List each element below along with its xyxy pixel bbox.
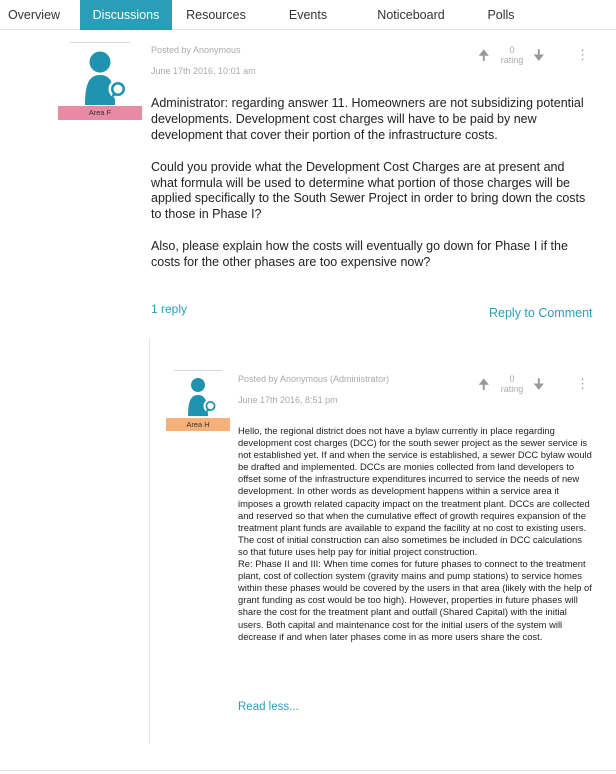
- upvote-arrow-up-icon[interactable]: 🠉: [478, 47, 490, 63]
- post-date: June 17th 2016, 8:51 pm: [238, 395, 338, 405]
- paragraph: Administrator: regarding answer 11. Homeowners are not subsidizing potential developments. Development cost charges will have to be paid by new development that cover their portion of the infrastructure costs.: [151, 96, 584, 142]
- paragraph: Also, please explain how the costs will eventually go down for Phase I if the costs for the other phases are too expensive now?: [151, 239, 568, 270]
- tab-overview[interactable]: Overview: [7, 8, 61, 22]
- rating-label: rating: [500, 55, 524, 65]
- reply-body: [238, 425, 592, 643]
- tab-bar: [0, 0, 616, 30]
- divider: [0, 770, 616, 771]
- read-less-link[interactable]: Read less...: [238, 701, 299, 713]
- rating-widget: [494, 45, 530, 65]
- rating-value: 0: [509, 45, 515, 55]
- avatar: [58, 42, 142, 106]
- kebab-menu-icon[interactable]: ⋮: [576, 376, 589, 391]
- tab-resources[interactable]: Resources: [186, 8, 246, 22]
- rating-label: rating: [500, 384, 524, 394]
- rating-value: 0: [509, 374, 515, 384]
- rating-widget: [494, 374, 530, 394]
- reply-author: [166, 370, 230, 432]
- area-badge: Area F: [58, 106, 142, 120]
- post-date: June 17th 2016, 10:01 am: [151, 66, 256, 76]
- upvote-arrow-up-icon[interactable]: 🠉: [478, 376, 490, 392]
- comment-body: [151, 96, 591, 287]
- paragraph: Re: Phase II and III: When time comes for future phases to connect to the treatment plant, cost of collection system (gravity mains and pump stations) to service homes within these phases would be covered by the users in that area (likely with the help of grant funding as cost would be too high). However, properties in future phases will share the cost for the treatment plant and outfall (Shared Capital) with the initial users. Both capital and maintenance cost for the initial users of the system will decrease if and when later phases come in as more users share the cost.: [238, 558, 592, 642]
- downvote-arrow-down-icon[interactable]: 🠋: [533, 47, 545, 63]
- replies-count-link[interactable]: 1 reply: [151, 302, 188, 316]
- kebab-menu-icon[interactable]: ⋮: [576, 47, 589, 62]
- tab-noticeboard[interactable]: Noticeboard: [377, 8, 445, 22]
- downvote-arrow-down-icon[interactable]: 🠋: [533, 376, 545, 392]
- area-badge: Area H: [166, 418, 230, 431]
- reply-thread-line: [149, 338, 150, 744]
- tab-discussions[interactable]: Discussions: [80, 0, 172, 30]
- paragraph: Could you provide what the Development Cost Charges are at present and what formula will be used to determine what portion of those charges will be applied specifically to the South Sewer Project in order to bring down the costs to those in Phase I?: [151, 159, 586, 222]
- avatar: [166, 370, 230, 418]
- paragraph: Hello, the regional district does not have a bylaw currently in place regarding development cost charges (DCC) for the south sewer project as the sewer service is not established yet. If and when the service is established, a sewer DCC bylaw would be drafted and implemented. DCCs are monies collected from land developers to offset some of the infrastructure expenditures incurred to service the needs of new development. In other words as development happens within a service area it imposes a growth related capacity impact on the treatment plant. DCCs are collected and reserved so that when the cumulative effect of growth requires expansion of the treatment plant funds are available to expand the facility at no cost to existing users. The cost of initial construction can also sometimes be included in DCC calculations so that future uses help pay for initial project construction.: [238, 425, 592, 557]
- tab-events[interactable]: Events: [288, 8, 328, 22]
- tab-polls[interactable]: Polls: [487, 8, 515, 22]
- comment-author: [58, 42, 142, 120]
- post-author: Posted by Anonymous: [151, 45, 241, 55]
- post-author: Posted by Anonymous (Administrator): [238, 374, 390, 384]
- reply-to-comment-link[interactable]: Reply to Comment: [489, 306, 593, 320]
